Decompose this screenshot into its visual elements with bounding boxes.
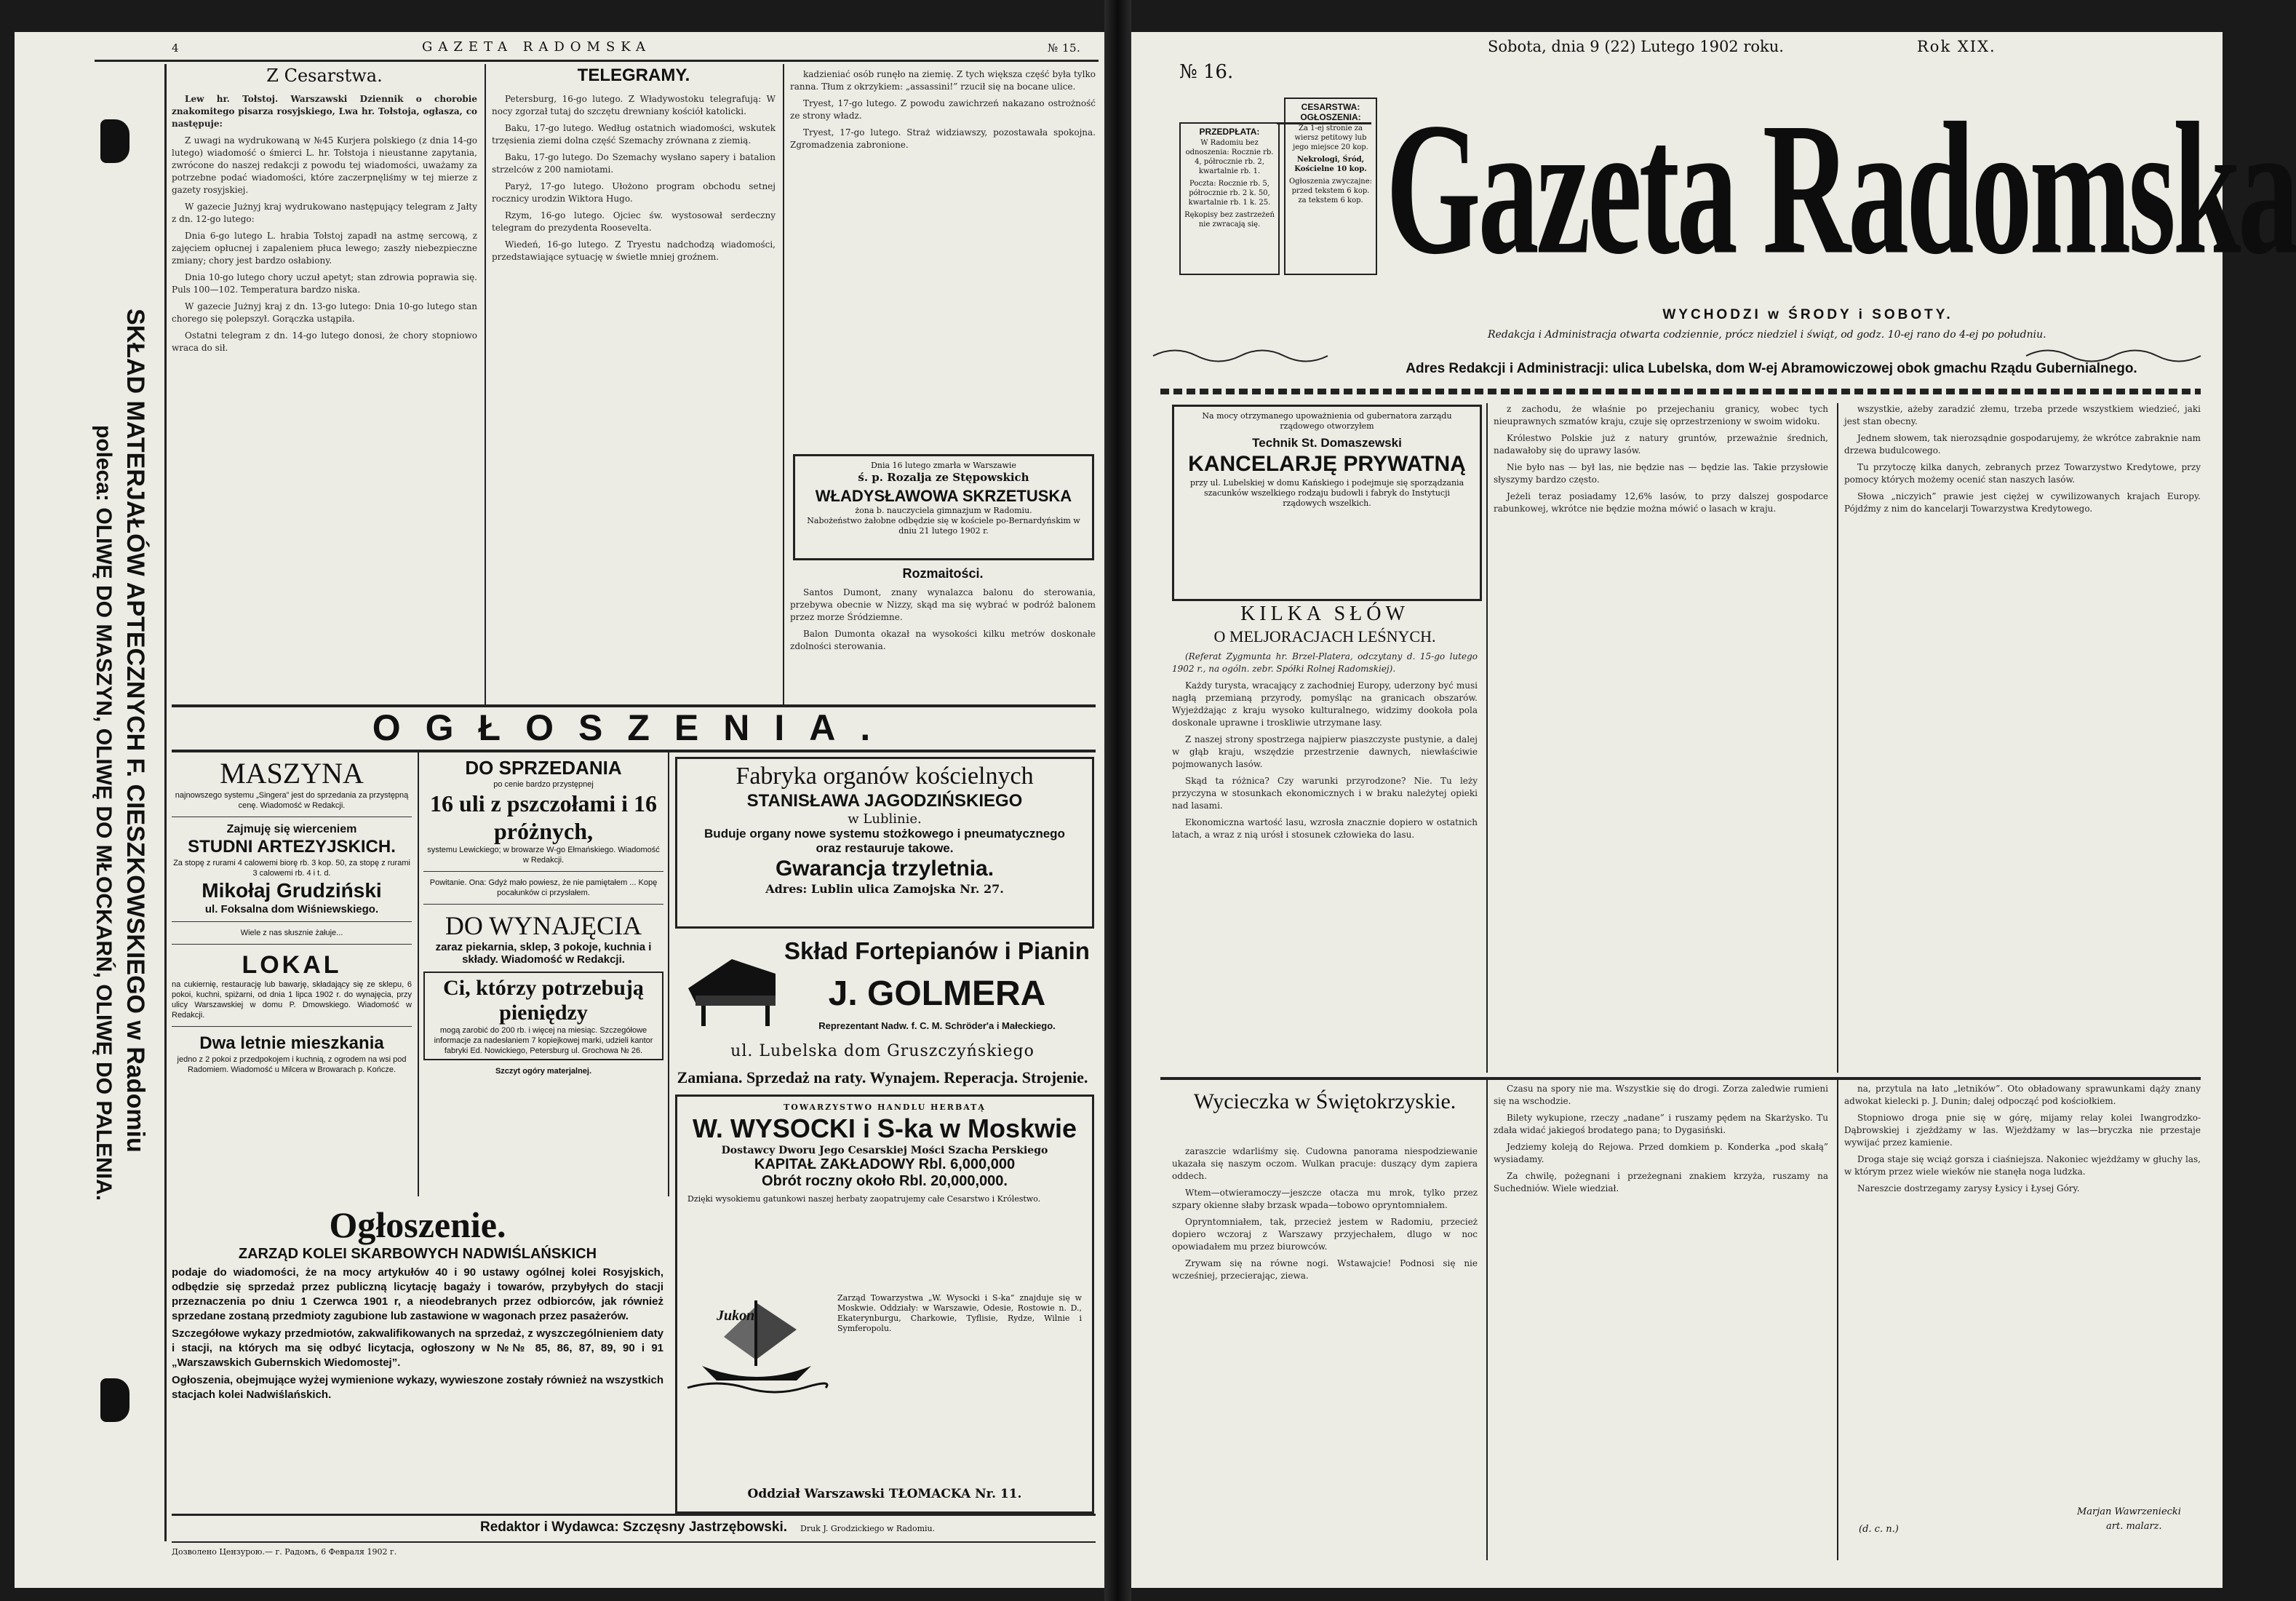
paragraph: Baku, 17-go lutego. Według ostatnich wiadomości, wskutek trzęsienia ziemi dolna część Szemachy zrównana z ziemią.: [492, 123, 776, 146]
piano-address: ul. Lubelska dom Gruszczyńskiego: [730, 1042, 1035, 1060]
author-signature: Marjan Wawrzeniecki: [2077, 1506, 2181, 1517]
paragraph: Tryest, 17-go lutego. Straż widziawszy, pozostawała spokojna. Zgromadzenia zabronione.: [790, 127, 1096, 150]
column-rule: [1486, 403, 1488, 1073]
office-owner: Technik St. Domaszewski: [1252, 436, 1402, 450]
paragraph: Jedziemy koleją do Rejowa. Przed domkiem p. Konderka „pod skałą” wysiadamy.: [1494, 1142, 1828, 1164]
ad-maszyna-text: najnowszego systemu „Singera” jest do sprzedania za przystępną cenę. Wiadomość w Redakcji.: [175, 791, 409, 810]
paragraph: Ekonomiczna wartość lasu, wzrosła znacznie dopiero w ostatnich latach, a wraz z nią urósł i stosunek człowieka do lasu.: [1172, 817, 1478, 840]
piano-owner: J. GOLMERA: [828, 974, 1046, 1013]
vertical-pharmacy-ad-line1: SKŁAD MATERJAŁÓW APTECZNYCH F. CIESZKOWSKIEGO w Radomiu: [121, 309, 149, 1153]
censor-line: Дозволено Цензурою.— г. Радомъ, 6 Февраля 1902 г.: [172, 1547, 397, 1557]
paragraph: zaraszcie wdarliśmy się. Cudowna panorama niespodziewanie ukazała się naszym oczom. Wulkan pracuje: duszący dym zapiera oddech.: [1172, 1146, 1478, 1181]
address-line: Adres Redakcji i Administracji: ulica Lubelska, dom W-ej Abramowiczowej obok gmachu Rządu Gubernialnego.: [1406, 361, 2137, 376]
article-note: (Referat Zygmunta hr. Brzel-Platera, odczytany d. 15-go lutego 1902 r., na ogóln. zebr. Spółki Rolnej Radomskiej).: [1172, 651, 1478, 674]
ad-ule-text: systemu Lewickiego; w browarze W-go Ełmańskiego. Wiadomość w Redakcji.: [427, 846, 660, 865]
section-title-telegramy: TELEGRAMY.: [577, 65, 690, 85]
obituary-line2: ś. p. Rozalja ze Stępowskich: [858, 471, 1029, 484]
wysocki-capital: KAPITAŁ ZAKŁADOWY Rbl. 6,000,000: [754, 1156, 1016, 1172]
masthead-container: [1386, 84, 2296, 297]
publication-schedule: WYCHODZI w ŚRODY i SOBOTY.: [1662, 307, 1953, 322]
ad-studni-title: STUDNI ARTEZYJSKICH.: [188, 837, 396, 857]
ad-ule: 16 uli z pszczołami i 16 próżnych,: [430, 790, 657, 844]
paragraph: Nie było nas — był las, nie będzie nas — będzie las. Takie przysłowie słyszymy bardzo często.: [1494, 462, 1828, 485]
footer-rule: [172, 1514, 1096, 1516]
ad-lokal-text: na cukiernię, restaurację lub bawarję, składający się ze sklepu, 6 pokoi, kuchni, spiżarni, od dnia 1 lipca 1902 r. do wynajęcia, przy ulicy Warszawskiej w domu P. Dmowskiego. Wiadomość w Redakcji.: [172, 980, 412, 1020]
column-7-text: [1844, 1083, 2201, 1490]
ads-rates-text: Za 1-ej stronie za wiersz petitowy lub jego miejsce 20 kop.: [1293, 124, 1368, 151]
organ-text2: oraz restauruje takowe.: [816, 841, 954, 855]
paragraph: Tryest, 17-go lutego. Z powodu zawichrzeń nakazano ostrożność ze strony władz.: [790, 98, 1096, 121]
wycieczka-article: [1172, 1145, 1478, 1553]
paragraph: Baku, 17-go lutego. Do Szemachy wysłano sapery i batalion strzelców z 200 namiotami.: [492, 152, 776, 175]
meljoracje-article: [1172, 651, 1478, 1073]
ad-pieniedzy-text: mogą zarobić do 200 rb. i więcej na miesiąc. Szczegółowe informacje za nadesłaniem 7 kopiejkowej marki, udzieli kantor fabryki Ed. Nowickiego, Petersburg ul. Grochowa № 26.: [434, 1026, 653, 1055]
wysocki-header: TOWARZYSTWO HANDLU HERBATĄ: [784, 1103, 986, 1112]
paragraph: W gazecie Jużnyj kraj wydrukowano następujący telegram z Jałty z dn. 12-go lutego:: [172, 202, 477, 224]
classified-ads-column-1: [172, 757, 412, 1201]
paragraph: Ostatni telegram z dn. 14-go lutego donosi, że chory stopniowo wraca do sił.: [172, 330, 477, 353]
right-page: [1131, 32, 2296, 1588]
organ-text1: Buduje organy nowe systemu stożkowego i pneumatycznego: [704, 827, 1065, 841]
column-6-text: [1494, 1083, 1828, 1556]
dateline: Sobota, dnia 9 (22) Lutego 1902 roku.: [1488, 38, 1784, 55]
paragraph: Tu przytoczę kilka danych, zebranych przez Towarzystwo Kredytowe, przy pomocy których możemy ocenić stan naszych lasów.: [1844, 462, 2201, 485]
paragraph: Bilety wykupione, rzeczy „nadane” i ruszamy pędem na Skarżysko. Tu zdała widać jakiegoś brodatego pana; to Dygasiński.: [1494, 1113, 1828, 1135]
paragraph: kadzieniać osób runęło na ziemię. Z tych większa część była tylko ranna. Tłum z okrzykiem: „assassini!” rzucił się na bocane ulice.: [790, 69, 1096, 92]
organ-address: Adres: Lublin ulica Zamojska Nr. 27.: [765, 882, 1004, 896]
piano-title: Skład Fortepianów i Pianin: [784, 937, 1090, 964]
paragraph: Stopniowo droga pnie się w górę, mijamy relay kolei Iwangrodzko-Dąbrowskiej i zjeżdżamy w las. Wjeżdżamy w las—bryczka nie przestaje wywijać przez kamienie.: [1844, 1113, 2201, 1148]
paragraph: Droga staje się wciąż gorsza i ciaśniejsza. Nakoniec wjeżdżamy w głuchy las, w którym przez wiele wieków nie stanęła noga ludzka.: [1844, 1154, 2201, 1177]
paragraph: Dnia 10-go lutego chory uczuł apetyt; stan zdrowia poprawia się. Puls 100—102. Temperatura bardzo niska.: [172, 272, 477, 295]
obituary-line1: Dnia 16 lutego zmarła w Warszawie: [871, 461, 1016, 470]
manuscripts-note: Rękopisy bez zastrzeżeń nie zwracają się.: [1184, 211, 1275, 229]
cesarstwo-label: CESARSTWA:: [1301, 102, 1360, 112]
vertical-pharmacy-ad-line2: poleca: OLIWĘ DO MASZYN, OLIWĘ DO MŁOCKARŃ, OLIWĘ DO PALENIA.: [92, 425, 116, 1201]
paragraph: Za chwilę, pożegnani i przeżegnani znakiem krzyża, ruszamy na Suchedniów. Wiele wiedział.: [1494, 1171, 1828, 1193]
printer-line: Druk J. Grodzickiego w Radomiu.: [800, 1524, 936, 1533]
rozmaitosci-article: [790, 587, 1096, 696]
ad-wiele-text: Wiele z nas słusznie żałuje...: [240, 929, 343, 937]
paragraph: Nareszcie dostrzegamy zarysy Łysicy i Łysej Góry.: [1857, 1183, 2080, 1193]
railway-sub: ZARZĄD KOLEI SKARBOWYCH NADWIŚLAŃSKICH: [238, 1246, 597, 1262]
paragraph: Z uwagi na wydrukowaną w №45 Kurjera polskiego (z dnia 14-go lutego) wiadomość o śmierci L. hr. Tołstoja i nieustanne zapytania, zwrócone do naszej redakcji z powodu tej wiadomości, uważamy za potrzebne podać wiadomości, które zaczerpnęliśmy w tej mierze z gazety rosyjskiej.: [172, 135, 477, 195]
pointing-hand-icon: [100, 1378, 129, 1422]
paragraph: Santos Dumont, znany wynalazca balonu do sterowania, przebywa obecnie w Nizzy, skąd ma się wybrać w podróż balonem przez morze Śródziemne.: [790, 587, 1096, 622]
column-rule: [668, 752, 669, 1196]
paragraph: na, przytula na łato „letników”. Oto obładowany sprawunkami dąży znany adwokat kielecki p. J. Dunin; dalej odpocząć pod kościołkiem.: [1844, 1084, 2201, 1106]
paragraph: Czasu na spory nie ma. Wszystkie się do drogi. Zorza zaledwie rumieni się na wschodzie.: [1494, 1084, 1828, 1106]
paragraph: Królestwo Polskie już z natury gruntów, przeważnie średnich, nadawałoby się do uprawy lasów.: [1494, 433, 1828, 456]
paragraph: Balon Dumonta okazał na wysokości kilku metrów doskonałe zdolności sterowania.: [790, 629, 1096, 651]
column-4-text: [1844, 403, 2201, 1073]
paragraph: Skąd ta różnica? Czy warunki przyrodzone? Nie. Tu leży przyczyna w stosunkach ekonomicznych i w braku należytej opieki nad lasami.: [1172, 776, 1478, 811]
ad-pieniedzy-title: Ci, którzy potrzebują pieniędzy: [443, 976, 644, 1025]
article-lead: Lew hr. Tołstoj. Warszawski Dziennik o chorobie znakomitego pisarza rosyjskiego, Lwa hr. Tołstoja, ogłasza, co następuje:: [172, 94, 477, 129]
ad-wynajecia-title: DO WYNAJĘCIA: [445, 911, 642, 940]
ad-studni-name: Mikołaj Grudziński: [202, 879, 382, 902]
paragraph: Opryntomniałem, tak, przecież jestem w Radomiu, przecież dopiero wczoraj z Warszawy przyjechałem, dlugo w noc opowiadałem mu przez biurowców.: [1172, 1217, 1478, 1252]
issue-number: № 15.: [1048, 41, 1081, 55]
footer-rule: [172, 1541, 1096, 1543]
to-be-continued: (d. c. n.): [1859, 1524, 1899, 1535]
section-title-rozmaitosci: Rozmaitości.: [902, 566, 984, 581]
obituary-box: [793, 454, 1094, 560]
piano-representative: Reprezentant Nadw. f. C. M. Schröder'a i Małeckiego.: [818, 1020, 1056, 1031]
ad-dwa-mieszkania-title: Dwa letnie mieszkania: [199, 1033, 384, 1053]
paragraph: Każdy turysta, wracający z zachodniej Europy, uderzony być musi nagłą przemianą przyrody, pomyśląc na granicach obszarów. Wyjeżdżając z kraju wysoko kulturalnego, widzimy dookoła pola doskonale uprawne i troskliwie utrzymane lasy.: [1172, 680, 1478, 728]
ad-powitanie: Powitanie. Ona: Gdyż mało powiesz, że nie pamiętałem ... Kopę pocałunków ci przysłałem.: [429, 878, 658, 897]
obituary-name: WŁADYSŁAWOWA SKRZETUSKA: [815, 487, 1072, 505]
subscription-post: Poczta: Rocznie rb. 5, półrocznie rb. 2 k. 50, kwartalnie rb. 1 k. 25.: [1188, 180, 1271, 207]
wysocki-cities: Zarząd Towarzystwa „W. Wysocki i S-ka” znajduje się w Moskwie. Oddziały: w Warszawie, Odesie, Rostowie n. D., Ekaterynburgu, Charkowie, Tyflisie, Rydze, Wilnie i Symferopolu.: [837, 1293, 1082, 1333]
article-title: KILKA SŁÓW: [1240, 603, 1409, 625]
paragraph: Zrywam się na równe nogi. Wstawajcie! Podnosi się nie wcześniej, przecierając, ziewa.: [1172, 1258, 1478, 1281]
issue-number: № 16.: [1179, 61, 1234, 83]
classified-ads-column-2: [423, 757, 663, 1201]
office-text: przy ul. Lubelskiej w domu Kańskiego i podejmuje się sporządzania szacunków wszelkiego rodzaju budowli i fabryk do Instytucji rządowych wszelkich.: [1189, 478, 1464, 508]
column-rule: [1486, 1080, 1488, 1560]
wysocki-turnover: Obrót roczny około Rbl. 20,000,000.: [762, 1173, 1008, 1189]
paragraph: Rzym, 16-go lutego. Ojciec św. wystosował serdeczny telegram do prezydenta Roosevelta.: [492, 210, 776, 233]
regular-ads-rates: Ogłoszenia zwyczajne: przed tekstem 6 kop. za tekstem 6 kop.: [1288, 178, 1373, 204]
paragraph: Jeżeli teraz posiadamy 12,6% lasów, to przy dalszej gospodarce rabunkowej, wkrótce nie będzie można mówić o lasach w kraju.: [1494, 491, 1828, 514]
column-3-text: [1494, 403, 1828, 1073]
wysocki-branch: Oddział Warszawski TŁOMACKA Nr. 11.: [747, 1487, 1022, 1501]
ads-rates-title: OGŁOSZENIA:: [1300, 112, 1361, 122]
railway-title: Ogłoszenie.: [329, 1204, 506, 1245]
column-rule: [485, 64, 486, 704]
ad-studni-text: Za stopę z rurami 4 calowemi biorę rb. 3 kop. 50, za stopę z rurami 3 calowemi rb. 4 i t. d.: [173, 859, 410, 878]
margin-rule: [164, 64, 167, 1541]
paragraph: Paryż, 17-go lutego. Ułożono program obchodu setnej rocznicy urodzin Wiktora Hugo.: [492, 181, 776, 204]
ad-sprzedania-title: DO SPRZEDANIA: [465, 757, 622, 779]
column-rule: [1837, 403, 1838, 1073]
pointing-hand-icon: [100, 119, 129, 163]
telegramy-article: [492, 93, 776, 690]
left-page: [15, 32, 1104, 1588]
masthead-title: Gazeta Radomska: [1386, 84, 2296, 294]
ad-private-office: [1172, 405, 1482, 601]
piano-services: Zamiana. Sprzedaż na raty. Wynajem. Reperacja. Strojenie.: [677, 1068, 1088, 1086]
feuilleton-rule: [1160, 1077, 2201, 1080]
ad-lokal-title: LOKAL: [242, 951, 342, 979]
wysocki-sub: Dostawcy Dworu Jego Cesarskiej Mości Szacha Perskiego: [721, 1145, 1048, 1156]
running-title: GAZETA RADOMSKA: [422, 39, 651, 55]
railway-text2: Szczegółowe wykazy przedmiotów, zakwalifikowanych na sprzedaż, z wyszczególnieniem daty i stacji, na których ma się odbyć licytacja, ogłoszony w №№ 85, 86, 87, 89, 90 i 91 „Warszawskich Gubernskich Wiedomostej”.: [172, 1327, 663, 1369]
paragraph: Słowa „niczyich” prawie jest ciężej w cywilizowanych krajach Europy. Pójdźmy z nim do kancelarji Towarzystwa Kredytowego.: [1844, 491, 2201, 514]
decorative-rule: [1160, 389, 2201, 394]
subscription-text: W Radomiu bez odnoszenia: Rocznie rb. 4, półrocznie rb. 2, kwartalnie rb. 1.: [1185, 139, 1274, 175]
ad-wysocki-tea: [675, 1095, 1094, 1514]
paragraph: Wtem—otwieramoczy—jeszcze otacza mu mrok, tylko przez szpary okienne słaby brzask wpada—tobowo opryntomniałem.: [1172, 1188, 1478, 1210]
paragraph: Z naszej strony spostrzega najpierw piaszczyste pustynie, a dalej w głąb kraju, wszędzie przestrzenie dawnych, niewłaściwie pojmowanych lasów.: [1172, 734, 1478, 769]
column-3-text: [790, 68, 1096, 447]
wysocki-text: Dzięki wysokiemu gatunkowi naszej herbaty zaopatrujemy całe Cesarstwo i Królestwo.: [687, 1194, 1041, 1204]
ship-label: Jukon: [717, 1308, 755, 1324]
volume-year: Rok XIX.: [1917, 38, 1996, 55]
header-rule: [95, 60, 1099, 62]
piano-icon: [681, 945, 783, 1032]
wysocki-title: W. WYSOCKI i S-ka w Moskwie: [692, 1113, 1077, 1143]
ad-wynajecia-text: zaraz piekarnia, sklep, 3 pokoje, kuchnia i składy. Wiadomość w Redakcji.: [435, 941, 652, 966]
ad-railway-notice: [172, 1204, 663, 1512]
ogloszenia-banner: OGŁOSZENIA.: [372, 707, 896, 748]
paragraph: Jednem słowem, tak nierozsądnie gospodarujemy, że wkrótce zabraknie nam drzewa budulcowego.: [1844, 433, 2201, 456]
advertising-rates-box: [1284, 98, 1377, 275]
editor-line: Redaktor i Wydawca: Szczęsny Jastrzębowski.: [479, 1519, 788, 1535]
column-rule: [418, 752, 419, 1196]
organ-title: Fabryka organów kościelnych: [736, 763, 1034, 790]
paragraph: Wiedeń, 16-go lutego. Z Tryestu nadchodzą wiadomości, przedstawiające sytuację w świetle mniej groźnem.: [492, 239, 776, 262]
paragraph: W gazecie Jużnyj kraj z dn. 13-go lutego: Dnia 10-go lutego stan chorego się polepszył. Gorączka ustąpiła.: [172, 301, 477, 324]
z-cesarstwa-article: [172, 93, 477, 690]
railway-text3: Ogłoszenia, obejmujące wyżej wymienione wykazy, wywieszone zostały również na wszystkich stacjach kolei Nadwiślańskich.: [172, 1374, 663, 1401]
ad-maszyna-title: MASZYNA: [220, 757, 364, 790]
ad-sprzedania-sub: po cenie bardzo przystępnej: [493, 780, 594, 789]
paragraph: wszystkie, ażeby zaradzić złemu, trzeba przede wszystkiem wiedzieć, jaki jest stan obecny.: [1844, 404, 2201, 426]
ad-organ-factory: [675, 757, 1094, 929]
feuilleton-title: Wycieczka w Świętokrzyskie.: [1193, 1089, 1456, 1113]
subscription-box: [1179, 122, 1280, 275]
paragraph: Petersburg, 16-go lutego. Z Władywostoku telegrafują: W nocy zgorzał tutaj do szczętu drewniany kościół katolicki.: [492, 94, 776, 116]
ad-dwa-mieszkania-text: jedno z 2 pokoi z przedpokojem i kuchnią, z ogrodem na wsi pod Radomiem. Wiadomość u Milcera w Browarach p. Kończe.: [177, 1055, 407, 1074]
railway-text: podaje do wiadomości, że na mocy artykułów 40 i 90 ustawy ogólnej kolei Rosyjskich, odbędzie się sprzedaż przez publiczną licytację bagaży i towarów, przybyłych do stacji przeznaczenia po dniu 1 Czerwca 1901 r, a nieodebranych przez odbiorców, jak również sprzedane zostaną przedmioty zagubione lub zastawione w wagonach przez pasażerów.: [172, 1266, 663, 1322]
office-title: KANCELARJĘ PRYWATNĄ: [1188, 452, 1466, 476]
office-hours-note: Redakcja i Administracja otwarta codziennie, prócz niedziel i świąt, od godz. 10-ej rano do 4-ej po południu.: [1488, 329, 2046, 341]
ad-studni-intro: Zajmuję się wierceniem: [226, 823, 357, 835]
organ-city: w Lublinie.: [848, 811, 922, 827]
organ-warranty: Gwarancja trzyletnia.: [775, 857, 994, 881]
paragraph: z zachodu, że właśnie po przejechaniu granicy, wobec tych nieuprawnych szmatów kraju, czuje się oprzestrzeniony w swoim widoku.: [1494, 404, 1828, 426]
ad-studni-address: ul. Foksalna dom Wiśniewskiego.: [204, 903, 379, 915]
obituary-line3: żona b. nauczyciela gimnazjum w Radomiu.: [855, 506, 1032, 515]
obituary-line4: Nabożeństwo żałobne odbędzie się w kościele po-Bernardyńskim w dniu 21 lutego 1902 r.: [807, 516, 1080, 536]
article-subtitle: O MELJORACJACH LEŚNYCH.: [1213, 627, 1436, 645]
page-gutter: [1104, 0, 1131, 1601]
author-role: art. malarz.: [2106, 1521, 2162, 1532]
sailing-ship-icon: [687, 1286, 826, 1395]
organ-owner: STANISŁAWA JAGODZIŃSKIEGO: [746, 791, 1023, 811]
ad-piano-store: [675, 930, 1090, 1119]
column-rule: [783, 64, 784, 704]
page-number: 4: [172, 41, 180, 55]
subscription-title: PRZEDPŁATA:: [1199, 127, 1260, 137]
office-intro: Na mocy otrzymanego upoważnienia od gubernatora zarządu rządowego otworzyłem: [1202, 411, 1452, 431]
column-rule: [1837, 1080, 1838, 1560]
paragraph: Dnia 6-go lutego L. hrabia Tołstoj zapadł na astmę sercową, z zajęciem opłucnej i zapaleniem płuca lewego; zaszły niebezpieczne zmiany; chory jest bardzo osłabiony.: [172, 231, 477, 266]
section-rule: [172, 750, 1096, 752]
obituary-rates: Nekrologi, Śród, Kościelne 10 kop.: [1294, 156, 1367, 173]
ad-szczyt: Szczyt ogóry materjalnej.: [495, 1067, 592, 1076]
section-title-z-cesarstwa: Z Cesarstwa.: [266, 65, 383, 86]
